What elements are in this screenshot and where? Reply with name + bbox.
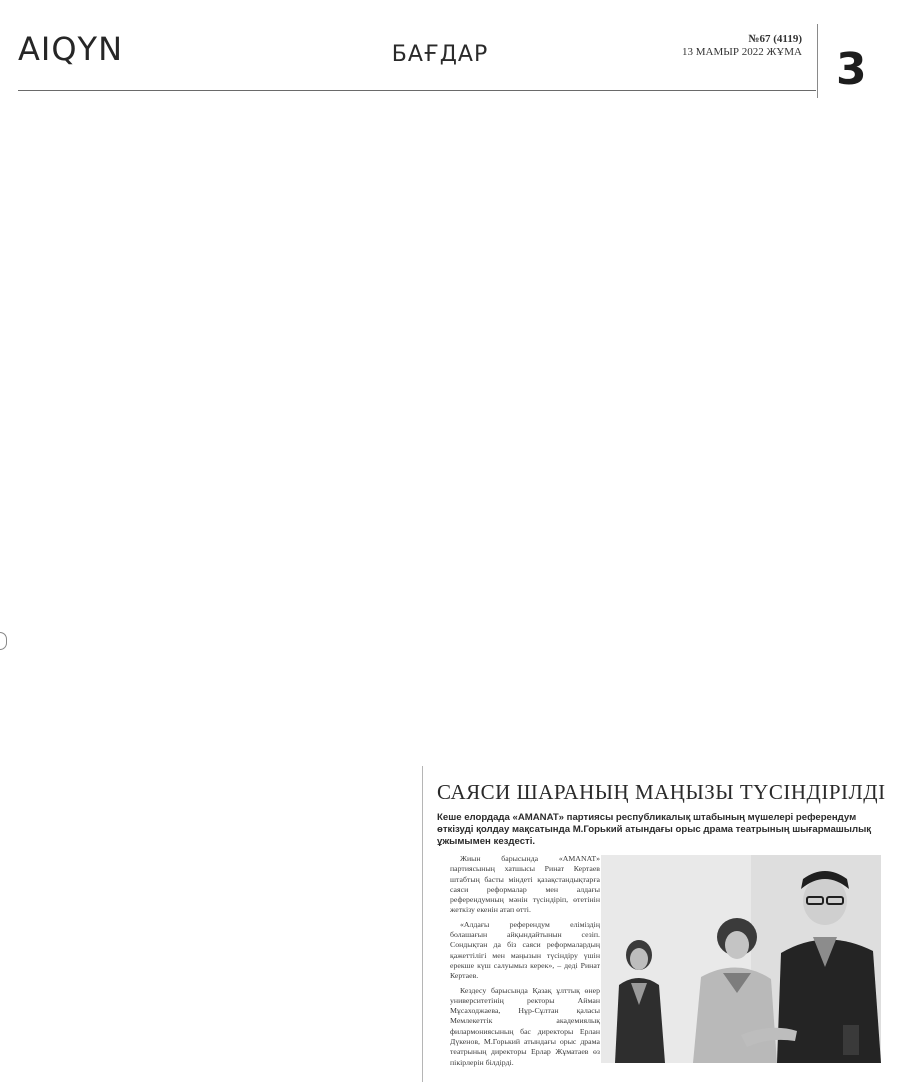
header-divider (817, 24, 818, 98)
issue-number: №67 (4119) (748, 33, 802, 45)
article-paragraph: Кездесу барысында Қазақ ұлттық өнер университетінің ректоры Айман Мұсаходжаева, Нұр-Сұлтан қаласы Мемлекеттік академиялық филармониясының бас директоры Ерлан Дүкенов, М.Горький атындағы орыс драма театрының директоры Ерлар Жұматаев өз пікірлерін білдірді. (450, 985, 600, 1067)
article-photo (601, 855, 881, 1063)
page-edge-mark (0, 632, 7, 650)
article-lead: Кеше елордада «AMANAT» партиясы республикалық штабының мүшелері референдум өткізуді қолдау мақсатында М.Горький атындағы орыс драма театрының шығармашылық ұжымымен кездесті. (437, 812, 872, 847)
page-number: 3 (836, 44, 867, 95)
section-title: БАҒДАР (391, 42, 489, 67)
article-headline: САЯСИ ШАРАНЫҢ МАҢЫЗЫ ТҮСІНДІРІЛДІ (437, 780, 886, 804)
article-paragraph: Жиын барысында «AMANAT» партиясының хатшысы Ринат Кертаев штабтың басты міндеті қазақстандықтарға саяси реформалар мен алдағы референдумның мәнін түсіндіріп, өтетінін жеткізу екенін атап өтті. (450, 854, 600, 915)
article-paragraph: «Алдағы референдум еліміздің болашағын айқындайтынын сезіп. Сондықтан да біз саяси реформалардың қажеттілігі мен маңызын түсіндіру үшін ерекше күш салуымыз керек», – деді Ринат Кертаев. (450, 919, 600, 981)
article (422, 766, 885, 1082)
article-body (450, 854, 600, 1072)
header-rule (18, 90, 816, 91)
issue-date: 13 МАМЫР 2022 ЖҰМА (682, 46, 802, 58)
newspaper-logo: AIQYN (18, 30, 123, 68)
photo-illustration (601, 855, 881, 1063)
issue-info (682, 33, 802, 59)
